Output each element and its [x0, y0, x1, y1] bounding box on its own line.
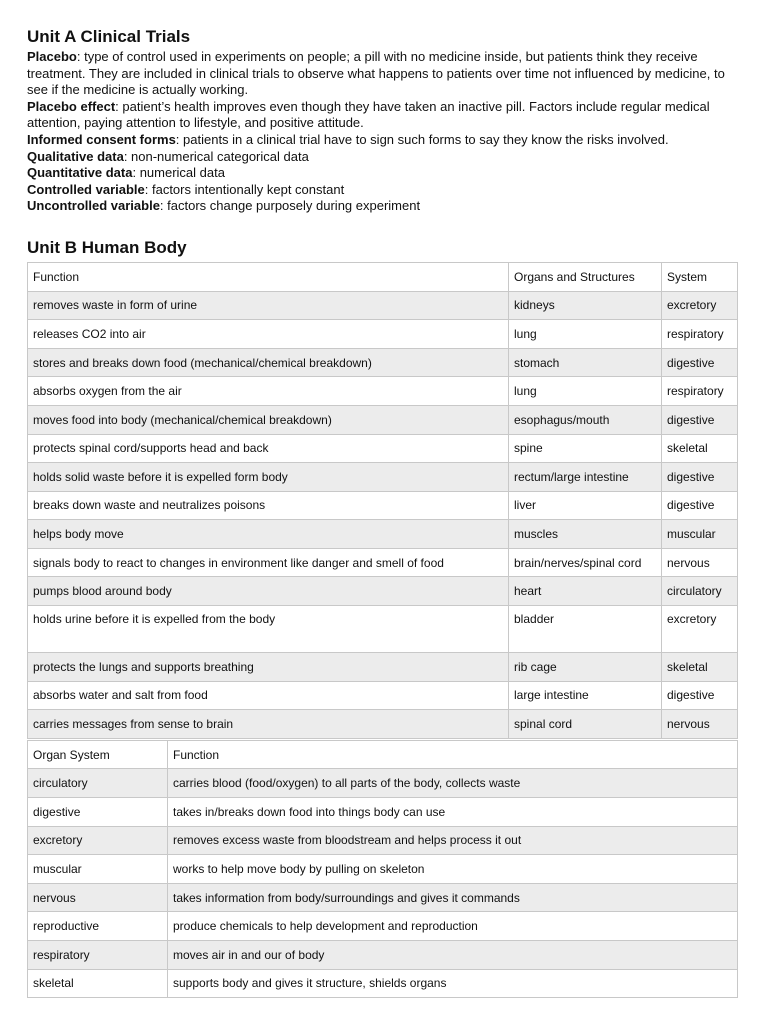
table-header-row — [28, 262, 738, 291]
definition-text: : patient’s health improves even though they have taken an inactive pill. Factors include regular medical attention, paying attention to lifestyle, and positive attitude. — [27, 98, 710, 131]
definition-term: Informed consent forms — [27, 131, 176, 147]
definition-quantitative-data — [27, 165, 739, 182]
function-cell: signals body to react to changes in environment like danger and smell of food — [28, 548, 509, 577]
table-row — [28, 941, 738, 970]
function-cell: holds urine before it is expelled from the body — [28, 606, 509, 653]
function-cell: supports body and gives it structure, shields organs — [168, 969, 738, 998]
table-header-row — [28, 740, 738, 769]
table-row — [28, 291, 738, 320]
system-cell: digestive — [662, 681, 738, 710]
function-cell: releases CO2 into air — [28, 320, 509, 349]
function-cell: absorbs water and salt from food — [28, 681, 509, 710]
table-row — [28, 883, 738, 912]
column-header: Organs and Structures — [509, 262, 662, 291]
function-cell: removes waste in form of urine — [28, 291, 509, 320]
definition-text: : patients in a clinical trial have to sign such forms to say they know the risks involved. — [175, 131, 669, 147]
organ-cell: esophagus/mouth — [509, 405, 662, 434]
organ-cell: bladder — [509, 606, 662, 653]
system-cell: skeletal — [28, 969, 168, 998]
system-cell: muscular — [28, 855, 168, 884]
definition-text: : type of control used in experiments on people; a pill with no medicine inside, but patients think they receive treatment. They are included in clinical trials to observe what happens to patients over time not influenced by medicine, to see if the medicine is actually working. — [27, 49, 725, 98]
system-cell: nervous — [662, 548, 738, 577]
function-cell: stores and breaks down food (mechanical/chemical breakdown) — [28, 348, 509, 377]
definition-term: Placebo effect — [27, 98, 116, 114]
column-header: System — [662, 262, 738, 291]
system-cell: excretory — [28, 826, 168, 855]
function-cell: removes excess waste from bloodstream and helps process it out — [168, 826, 738, 855]
table-row — [28, 348, 738, 377]
column-header: Organ System — [28, 740, 168, 769]
table-row — [28, 405, 738, 434]
function-cell: protects spinal cord/supports head and back — [28, 434, 509, 463]
system-cell: circulatory — [662, 577, 738, 606]
system-cell: digestive — [662, 491, 738, 520]
definition-text: : numerical data — [132, 165, 225, 181]
system-cell: digestive — [662, 463, 738, 492]
organ-cell: lung — [509, 377, 662, 406]
function-cell: helps body move — [28, 520, 509, 549]
table-row — [28, 320, 738, 349]
table-row — [28, 463, 738, 492]
system-cell: excretory — [662, 606, 738, 653]
organ-cell: stomach — [509, 348, 662, 377]
table-row — [28, 653, 738, 682]
system-cell: digestive — [662, 348, 738, 377]
organ-cell: heart — [509, 577, 662, 606]
definition-placebo-effect — [27, 99, 739, 132]
organ-systems-table — [27, 740, 738, 998]
system-cell: reproductive — [28, 912, 168, 941]
table-row — [28, 710, 738, 739]
table-row — [28, 377, 738, 406]
organ-cell: rectum/large intestine — [509, 463, 662, 492]
system-cell: muscular — [662, 520, 738, 549]
function-cell: protects the lungs and supports breathing — [28, 653, 509, 682]
organ-cell: kidneys — [509, 291, 662, 320]
function-cell: holds solid waste before it is expelled form body — [28, 463, 509, 492]
definition-term: Placebo — [27, 49, 77, 64]
function-cell: moves food into body (mechanical/chemical breakdown) — [28, 405, 509, 434]
organ-cell: liver — [509, 491, 662, 520]
function-cell: carries blood (food/oxygen) to all parts of the body, collects waste — [168, 769, 738, 798]
table-row — [28, 969, 738, 998]
system-cell: respiratory — [662, 377, 738, 406]
definition-text: : factors intentionally kept constant — [144, 181, 345, 197]
system-cell: circulatory — [28, 769, 168, 798]
function-cell: absorbs oxygen from the air — [28, 377, 509, 406]
system-cell: respiratory — [28, 941, 168, 970]
function-cell: carries messages from sense to brain — [28, 710, 509, 739]
system-cell: nervous — [662, 710, 738, 739]
function-cell: breaks down waste and neutralizes poisons — [28, 491, 509, 520]
system-cell: respiratory — [662, 320, 738, 349]
table-row — [28, 491, 738, 520]
unit-b-title: Unit B Human Body — [27, 237, 187, 257]
unit-a-title: Unit A Clinical Trials — [27, 27, 191, 46]
system-cell: skeletal — [662, 653, 738, 682]
definition-placebo — [27, 49, 739, 99]
organ-cell: lung — [509, 320, 662, 349]
table-row — [28, 855, 738, 884]
table-row — [28, 520, 738, 549]
column-header: Function — [28, 262, 509, 291]
organ-cell: large intestine — [509, 681, 662, 710]
table-row — [28, 681, 738, 710]
definition-term: Uncontrolled variable — [27, 198, 160, 214]
function-cell: works to help move body by pulling on skeleton — [168, 855, 738, 884]
definition-term: Quantitative data — [27, 165, 133, 181]
organ-cell: spinal cord — [509, 710, 662, 739]
table-row — [28, 434, 738, 463]
table-row — [28, 577, 738, 606]
table-row — [28, 548, 738, 577]
function-cell: takes in/breaks down food into things body can use — [168, 798, 738, 827]
function-cell: moves air in and our of body — [168, 941, 738, 970]
table-row — [28, 826, 738, 855]
function-cell: produce chemicals to help development and reproduction — [168, 912, 738, 941]
organ-cell: spine — [509, 434, 662, 463]
organ-cell: rib cage — [509, 653, 662, 682]
function-cell: takes information from body/surroundings and gives it commands — [168, 883, 738, 912]
body-functions-table — [27, 262, 738, 739]
document-page — [27, 26, 739, 998]
table-row — [28, 912, 738, 941]
column-header: Function — [168, 740, 738, 769]
organ-cell: brain/nerves/spinal cord — [509, 548, 662, 577]
system-cell: excretory — [662, 291, 738, 320]
definition-term: Qualitative data — [27, 148, 124, 164]
table-row — [28, 606, 738, 653]
definition-uncontrolled-variable — [27, 198, 739, 215]
system-cell: digestive — [28, 798, 168, 827]
system-cell: digestive — [662, 405, 738, 434]
table-row — [28, 769, 738, 798]
definition-text: : factors change purposely during experiment — [159, 198, 421, 214]
definition-controlled-variable — [27, 182, 739, 199]
system-cell: nervous — [28, 883, 168, 912]
organ-cell: muscles — [509, 520, 662, 549]
system-cell: skeletal — [662, 434, 738, 463]
definition-qualitative-data — [27, 149, 739, 166]
unit-a-definitions — [27, 49, 739, 215]
definition-text: : non-numerical categorical data — [123, 148, 309, 164]
function-cell: pumps blood around body — [28, 577, 509, 606]
table-row — [28, 798, 738, 827]
definition-term: Controlled variable — [27, 181, 145, 197]
definition-informed-consent — [27, 132, 739, 149]
